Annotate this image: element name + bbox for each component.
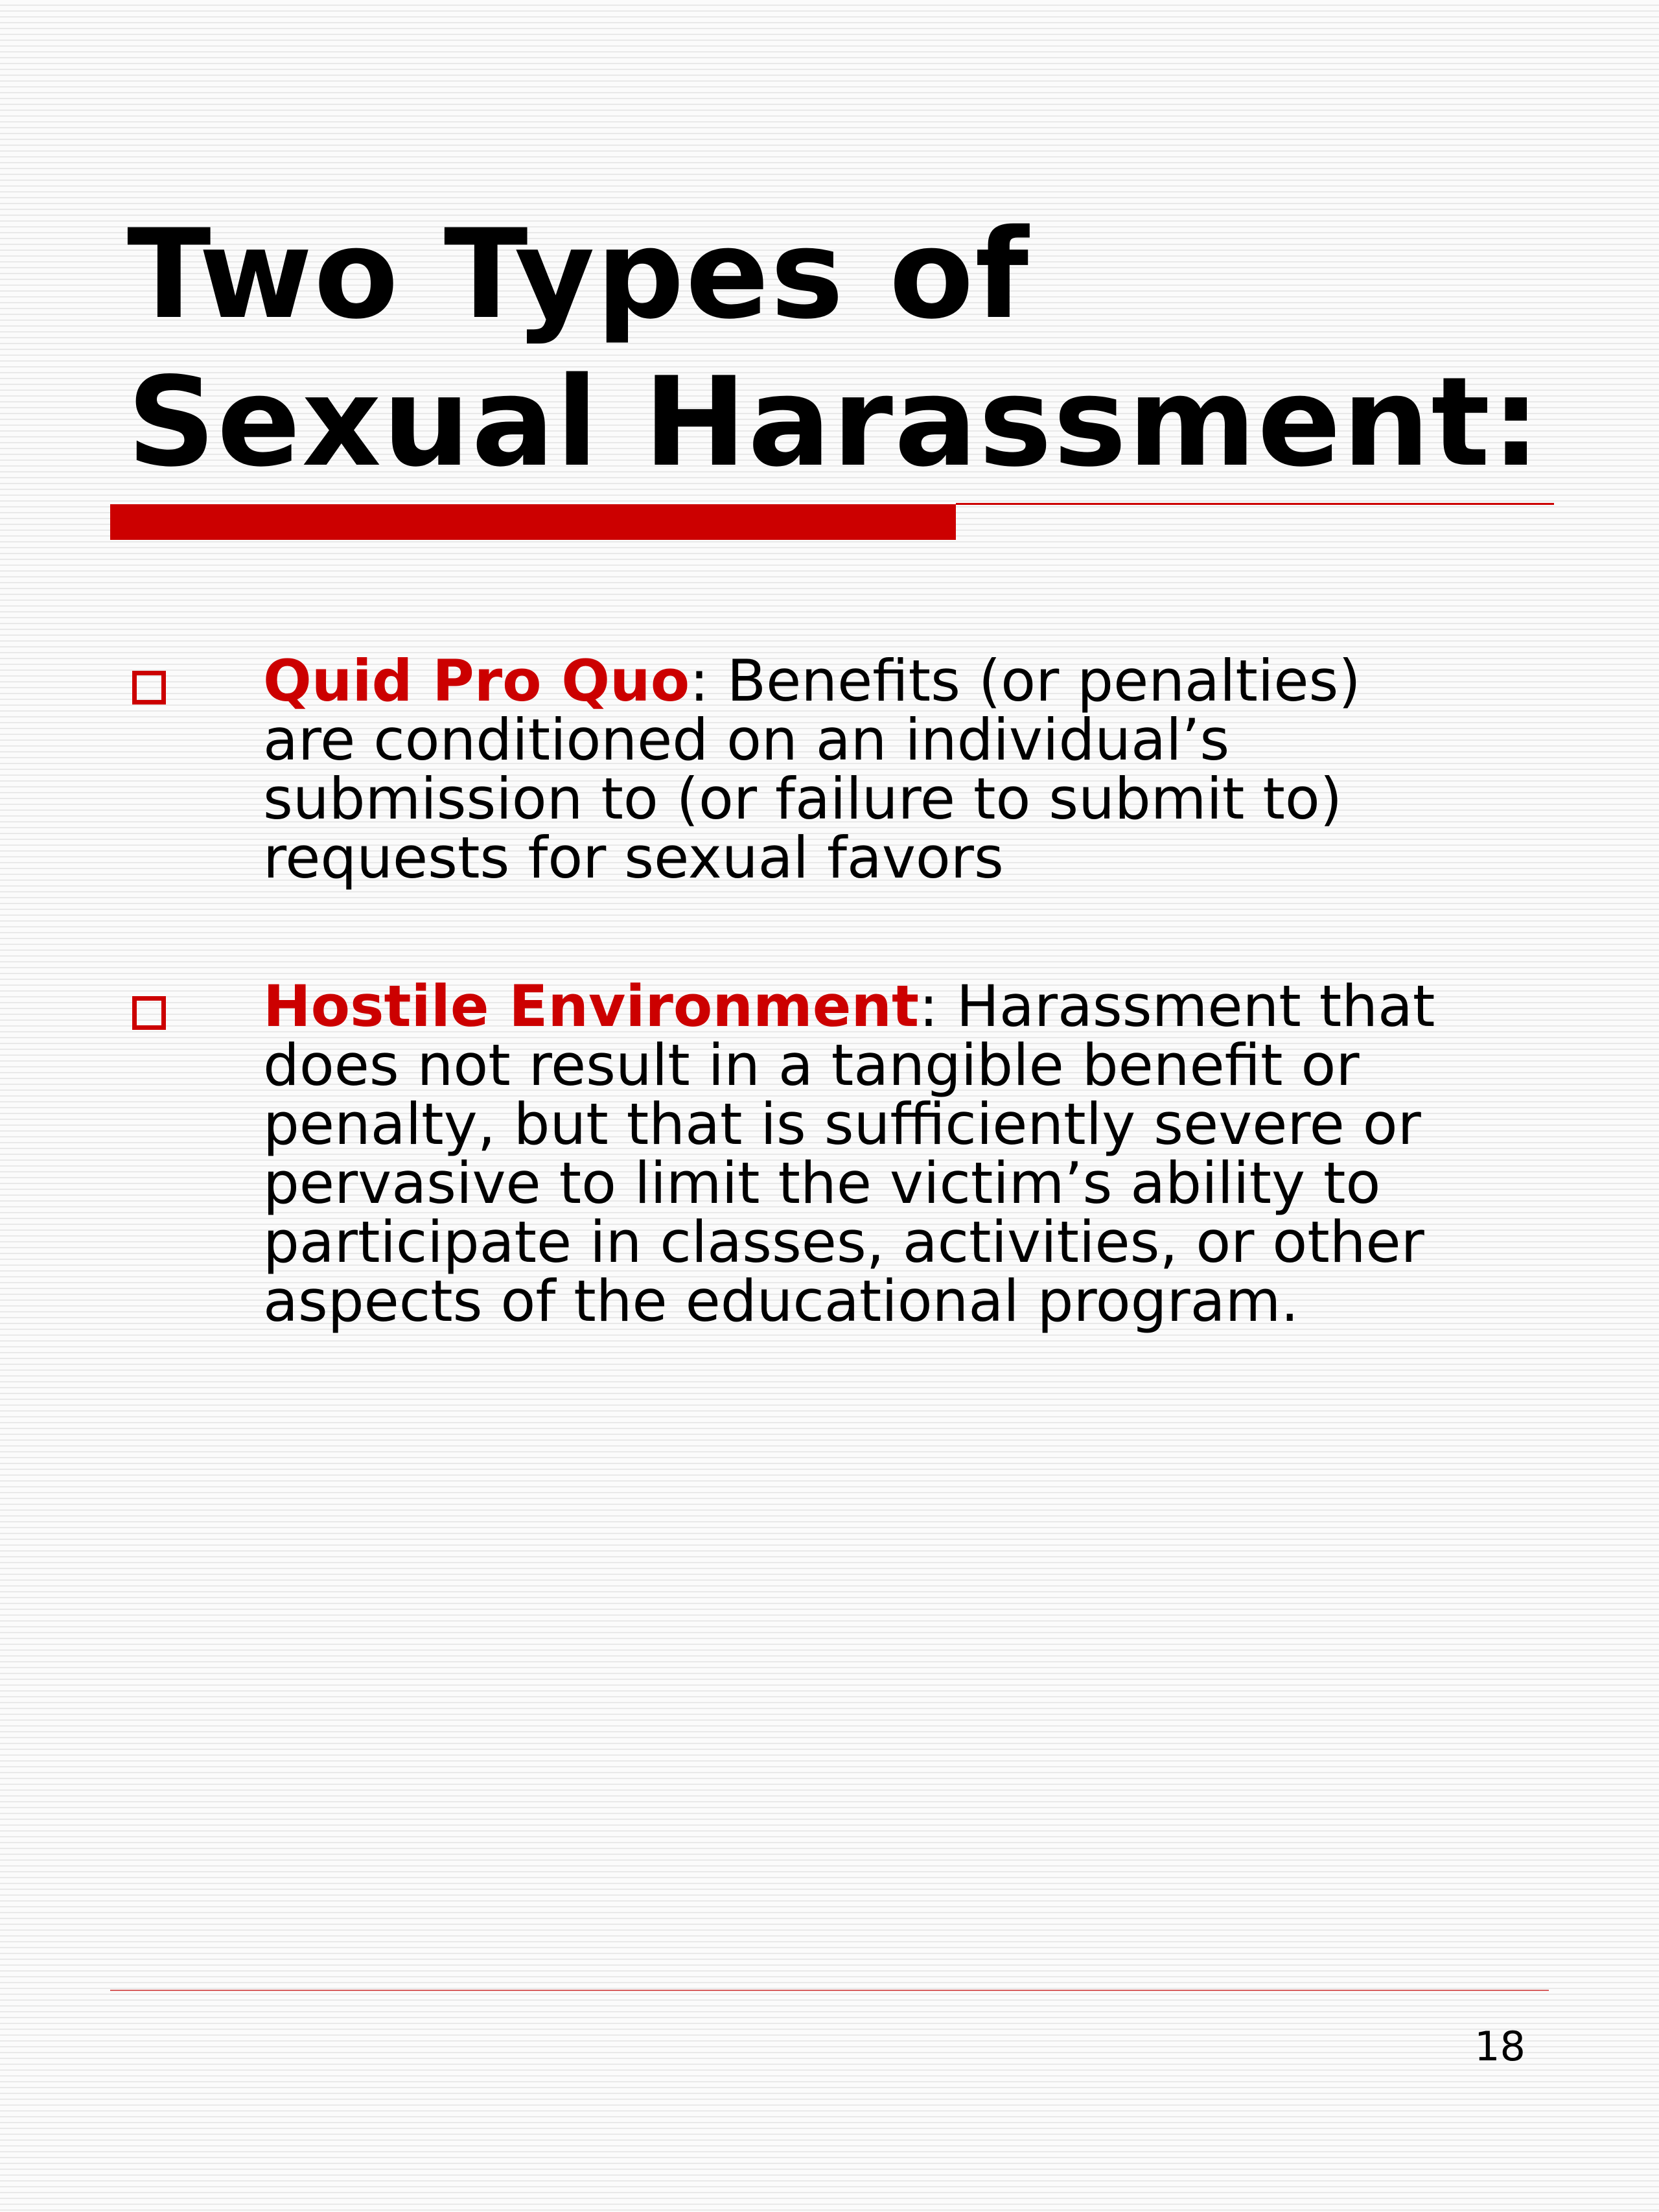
bullet-text bbox=[263, 647, 1566, 891]
title-underline-thin bbox=[956, 503, 1554, 505]
bullet-line-2: does not result in a tangible benefit or bbox=[263, 1032, 1360, 1099]
bullet-line-6: aspects of the educational program. bbox=[263, 1268, 1299, 1334]
bullet-line-1 bbox=[263, 973, 1566, 1040]
bullet-line-3: submission to (or failure to submit to) bbox=[263, 765, 1343, 832]
bullet-line-4: pervasive to limit the victim’s ability to bbox=[263, 1150, 1381, 1217]
bullet-line-4: requests for sexual favors bbox=[263, 824, 1004, 891]
bullet-text bbox=[263, 973, 1566, 1334]
slide-title-line-2: Sexual Harassment: bbox=[127, 351, 1542, 494]
hollow-square-bullet-icon bbox=[132, 996, 166, 1030]
bullet-term: Hostile Environment bbox=[263, 973, 920, 1040]
bullet-line-5: participate in classes, activities, or other bbox=[263, 1209, 1424, 1275]
page-number: 18 bbox=[1474, 2023, 1526, 2070]
bullet-definition-start: : Benefits (or penalties) bbox=[690, 647, 1361, 714]
bullet-line-3: penalty, but that is sufficiently severe or bbox=[263, 1091, 1421, 1158]
slide-title-line-1: Two Types of bbox=[127, 203, 1030, 346]
footer-divider bbox=[110, 1990, 1549, 1991]
hollow-square-bullet-icon bbox=[132, 671, 166, 704]
bullet-line-1 bbox=[263, 647, 1566, 714]
bullet-term: Quid Pro Quo bbox=[263, 647, 690, 714]
bullet-line-2: are conditioned on an individual’s bbox=[263, 706, 1230, 773]
slide-title bbox=[127, 201, 1553, 496]
title-underline-thick bbox=[110, 504, 956, 540]
bullet-definition-start: : Harassment that bbox=[919, 973, 1435, 1040]
